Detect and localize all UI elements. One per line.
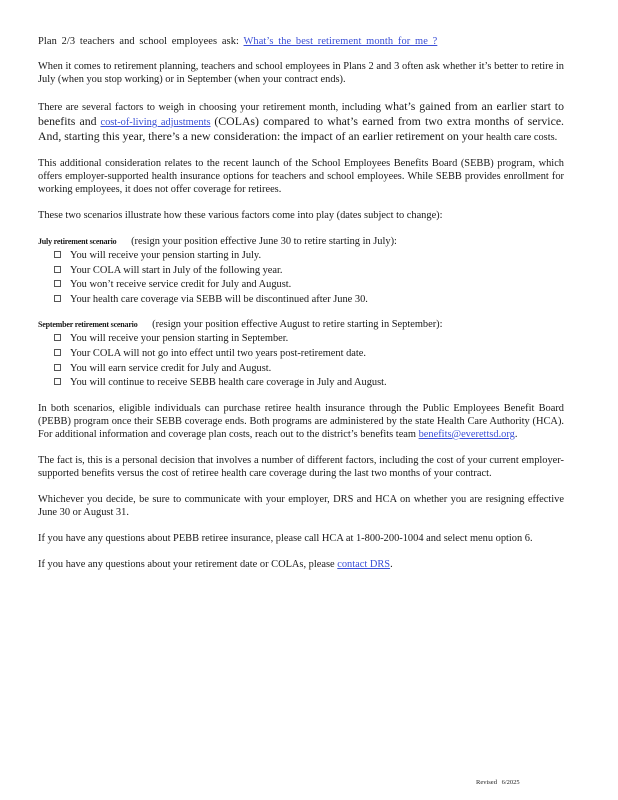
list-item-text: You won’t receive service credit for July and August. (70, 279, 292, 291)
document-body (38, 35, 564, 584)
paragraph-drs-questions (38, 558, 564, 571)
revision-footer: Revised 6/2025 (476, 779, 520, 786)
factors-text-c: (COLAs) compared to what’s earned from two extra months of service. And, starting this year, there’s a new consideration: the impact of an earlier retirement on your (38, 114, 565, 143)
document-title (38, 35, 564, 48)
list-item-text: Your COLA will not go into effect until two years post-retirement date. (70, 347, 366, 359)
factors-text-a: There are several factors to weigh in choosing your retirement month, including (38, 102, 382, 113)
factors-text-d: health care costs. (485, 132, 558, 143)
list-item (54, 264, 564, 278)
best-retirement-month-link[interactable]: What’s the best retirement month for me ? (243, 36, 438, 47)
drs-period: . (390, 558, 393, 570)
september-scenario-label: September retirement scenario (38, 320, 138, 330)
paragraph-personal-decision: The fact is, this is a personal decision that involves a number of different factors, including the cost of your current employer-supported benefits versus the cost of retiree health care coverage during the last two months of your contract. (38, 454, 564, 479)
title-prefix: Plan 2/3 teachers and school employees ask: (38, 36, 239, 47)
paragraph-factors (38, 99, 564, 144)
list-item (54, 249, 564, 263)
list-item (54, 376, 564, 390)
july-scenario (38, 235, 564, 306)
checkbox-bullet-icon (54, 378, 61, 385)
list-item-text: You will continue to receive SEBB health care coverage in July and August. (70, 377, 387, 389)
pebb-period: . (514, 428, 518, 440)
checkbox-bullet-icon (54, 364, 61, 371)
list-item (54, 293, 564, 307)
checkbox-bullet-icon (54, 280, 61, 287)
list-item (54, 362, 564, 376)
list-item-text: You will receive your pension starting in September. (70, 333, 289, 345)
paragraph-pebb (38, 402, 564, 441)
july-scenario-list (38, 249, 564, 306)
factors-text-b: what’s gained from an earlier start to benefits and (38, 99, 564, 128)
list-item (54, 347, 564, 361)
list-item-text: You will earn service credit for July and August. (70, 362, 272, 374)
paragraph-hca-questions: If you have any questions about PEBB retiree insurance, please call HCA at 1-800-200-1004 and select menu option 6. (38, 532, 533, 544)
checkbox-bullet-icon (54, 295, 61, 302)
checkbox-bullet-icon (54, 266, 61, 273)
checkbox-bullet-icon (54, 251, 61, 258)
list-item (54, 278, 564, 292)
paragraph-intro: When it comes to retirement planning, teachers and school employees in Plans 2 and 3 often ask whether it’s better to retire in July (when you stop working) or in September (when your contract ends). (38, 61, 564, 85)
september-scenario-list (38, 332, 564, 389)
paragraph-scenarios-intro: These two scenarios illustrate how these various factors come into play (dates subject to change): (38, 210, 443, 221)
paragraph-communicate: Whichever you decide, be sure to communicate with your employer, DRS and HCA on whether you are resigning effective June 30 or August 31. (38, 493, 564, 518)
list-item-text: Your COLA will start in July of the following year. (70, 264, 283, 276)
july-scenario-label: July retirement scenario (38, 237, 117, 246)
september-scenario (38, 318, 564, 389)
contact-drs-link[interactable]: contact DRS (337, 558, 391, 570)
list-item-text: Your health care coverage via SEBB will be discontinued after June 30. (70, 293, 368, 305)
checkbox-bullet-icon (54, 334, 61, 341)
cola-link[interactable]: cost-of-living adjustments (100, 117, 211, 128)
drs-text: If you have any questions about your retirement date or COLAs, please (38, 558, 335, 570)
july-scenario-desc: (resign your position effective June 30 to retire starting in July): (131, 236, 397, 247)
pebb-text: In both scenarios, eligible individuals can purchase retiree health insurance through the Public Employees Benefit Board (PEBB) program once their SEBB coverage ends. Both programs are administered by the state Health Care Authority (HCA). For additional information and coverage plan costs, reach out to the district’s benefits team (38, 402, 564, 440)
september-scenario-desc: (resign your position effective August to retire starting in September): (152, 319, 443, 331)
benefits-email-link[interactable]: benefits@everettsd.org (418, 428, 515, 440)
september-scenario-heading (38, 318, 564, 331)
list-item-text: You will receive your pension starting in July. (70, 250, 262, 261)
paragraph-sebb: This additional consideration relates to the recent launch of the School Employees Benefits Board (SEBB) program, which offers employer-supported health insurance options for teachers and school employees. While SEBB provides enrollment for working employees, it does not offer coverage for retirees. (38, 158, 564, 195)
checkbox-bullet-icon (54, 349, 61, 356)
list-item (54, 332, 564, 346)
july-scenario-heading (38, 235, 564, 248)
